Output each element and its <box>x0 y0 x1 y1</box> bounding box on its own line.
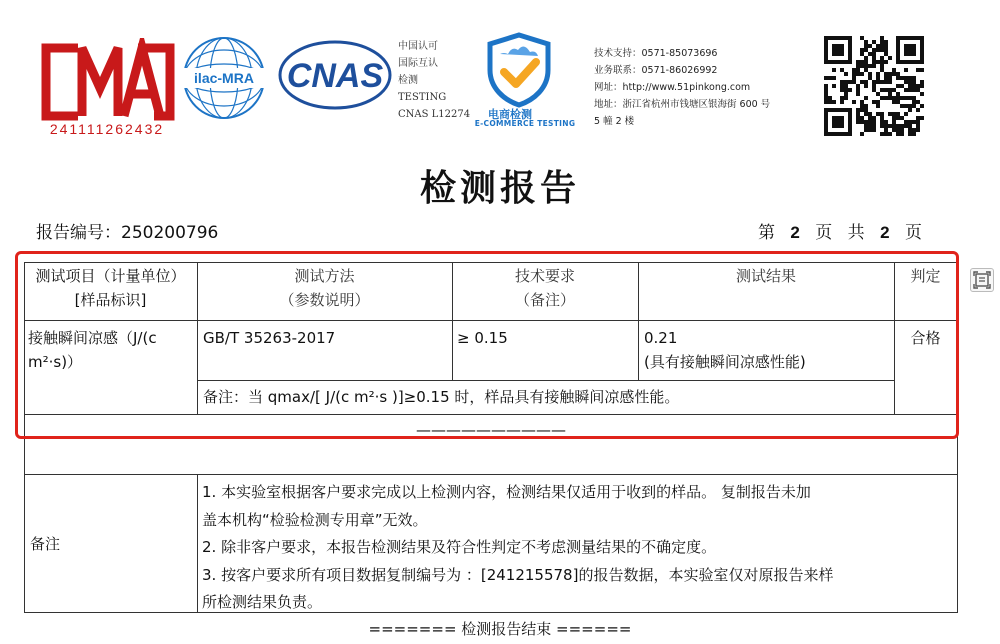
cnas-info-3: 检测 <box>398 75 418 86</box>
ilac-text: ilac-MRA <box>194 70 254 86</box>
ecommerce-testing-en: E-COMMERCE TESTING <box>474 119 576 128</box>
page-prefix: 第 <box>758 223 777 243</box>
row-requirement: ≥ 0.15 <box>457 329 508 347</box>
row-result-value: 0.21 <box>644 329 678 347</box>
remark-line-1: 1. 本实验室根据客户要求完成以上检测内容，检测结果仅适用于收到的样品。 复制报告未加 <box>202 483 811 501</box>
remark-line-4: 3. 按客户要求所有项目数据复制编号为 ：[241215578]的报告数据，本实验室仅对原报告来样 <box>202 565 834 584</box>
screenshot-icon[interactable] <box>970 268 994 292</box>
qr-code-icon <box>824 36 924 136</box>
contact-business: 业务联系：0571-86026992 <box>594 65 718 76</box>
header-test-item-line2: [样品标识] <box>74 291 147 309</box>
cnas-logo <box>278 40 392 110</box>
report-title: 检测报告 <box>419 167 580 209</box>
header-test-method-line2: （参数说明） <box>279 291 370 309</box>
shield-check-icon <box>484 32 554 108</box>
contact-support: 技术支持：0571-85073696 <box>594 48 718 59</box>
cnas-info-5: CNAS L12274 <box>398 109 471 120</box>
page-indicator <box>758 218 924 243</box>
row-test-item-line2: m²·s)） <box>28 353 83 371</box>
contact-website: 网址：http://www.51pinkong.com <box>594 82 751 93</box>
table-line <box>197 474 198 612</box>
cnas-text: CNAS <box>286 57 384 95</box>
remark-line-5: 所检测结果负责。 <box>202 593 323 611</box>
report-end: ======= 检测报告结束 ====== <box>368 620 632 638</box>
remarks-body <box>202 479 954 617</box>
page-total: 2 <box>880 223 892 242</box>
remark-line-2: 盖本机构“检验检测专用章”无效。 <box>202 510 428 529</box>
page-current: 2 <box>790 223 802 242</box>
blank-line: —————————— <box>416 421 566 439</box>
ilac-mra-logo <box>180 34 268 122</box>
header-requirement-line2: （备注） <box>514 291 575 309</box>
row-note: 备注：当 qmax/[ J/(c m²·s )]≥0.15 时，样品具有接触瞬间凉感性能。 <box>203 388 680 406</box>
header-verdict: 判定 <box>910 267 941 285</box>
row-test-method: GB/T 35263-2017 <box>203 329 336 347</box>
cnas-info-1: 中国认可 <box>398 41 438 52</box>
contact-address-line2: 5 幢 2 楼 <box>594 116 635 127</box>
header-result: 测试结果 <box>735 267 796 285</box>
cnas-info-4: TESTING <box>398 92 447 103</box>
ecommerce-testing-cn: 电商检测 <box>488 108 532 121</box>
report-number-value: 250200796 <box>121 223 219 243</box>
report-number <box>36 218 218 243</box>
page-suffix: 页 <box>904 223 924 243</box>
header-requirement-line1: 技术要求 <box>514 267 575 285</box>
page-mid: 页 共 <box>815 223 867 243</box>
report-number-label: 报告编号： <box>36 223 121 243</box>
row-test-item-line1: 接触瞬间凉感（J/(c <box>28 329 157 347</box>
cnas-info-2: 国际互认 <box>398 58 438 69</box>
header-test-item-line1: 测试项目（计量单位） <box>35 267 186 285</box>
table-line <box>24 474 958 475</box>
header-test-method-line1: 测试方法 <box>294 267 355 285</box>
remark-line-3: 2. 除非客户要求，本报告检测结果及符合性判定不考虑测量结果的不确定度。 <box>202 538 717 556</box>
row-result-note: (具有接触瞬间凉感性能) <box>644 353 806 371</box>
row-verdict: 合格 <box>910 329 941 347</box>
cma-number: 241111262432 <box>49 121 165 137</box>
remarks-label: 备注 <box>30 535 61 553</box>
contact-address-line1: 地址：浙江省杭州市钱塘区银海街 600 号 <box>594 99 771 110</box>
highlight-box <box>15 251 959 439</box>
